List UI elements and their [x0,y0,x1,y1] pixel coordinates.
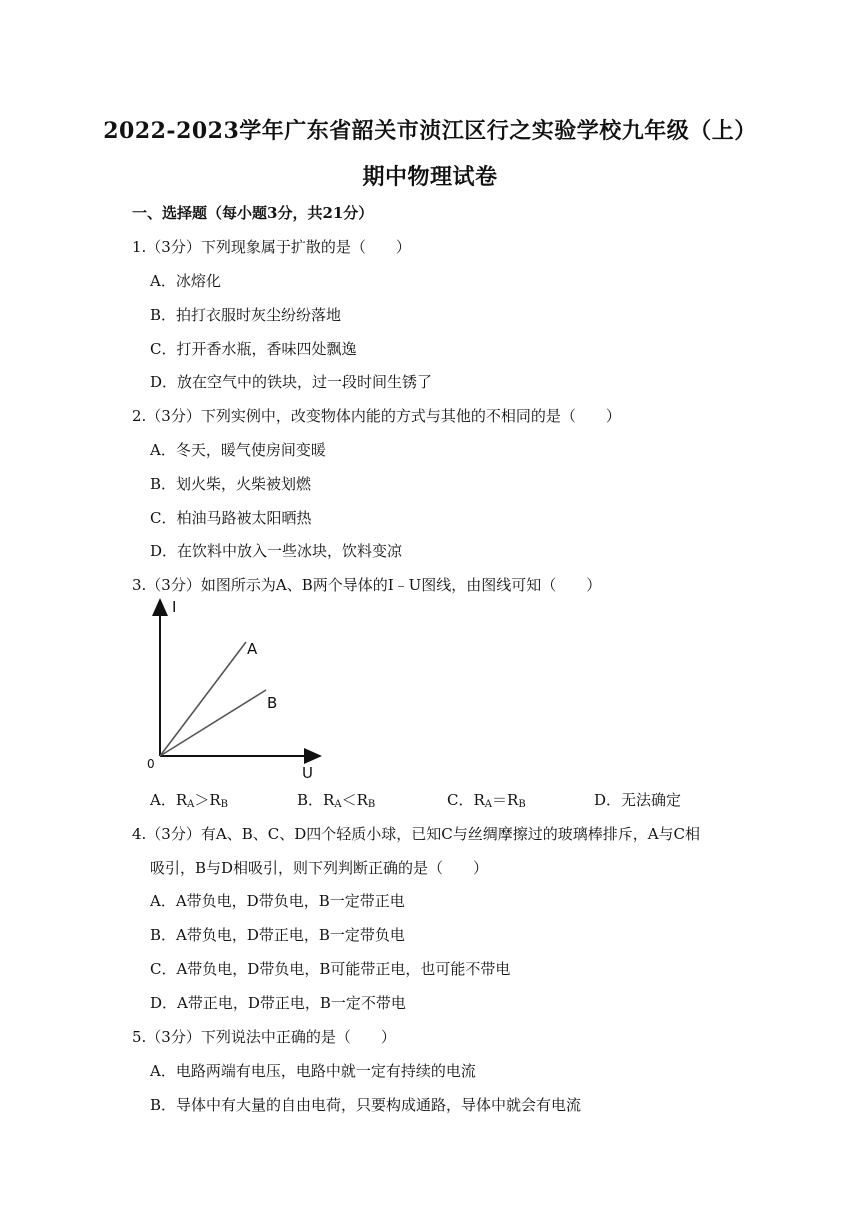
q2-option-b: B．划火柴，火柴被划燃 [150,475,312,493]
y-axis-label: I [172,598,177,616]
q2-option-a: A．冬天，暖气使房间变暖 [150,441,326,459]
q3-option-c: C．$R_A=R_B$ [447,791,526,810]
q2-option-c: C．柏油马路被太阳晒热 [150,509,312,527]
q1-option-c: C．打开香水瓶，香味四处飘逸 [150,340,357,358]
q4-stem-line2: 吸引，B与D相吸引，则下列判断正确的是（ ） [150,859,489,877]
q4-option-b: B．A带负电，D带正电，B一定带负电 [150,926,405,944]
q2-option-d: D．在饮料中放入一些冰块，饮料变凉 [150,542,403,560]
section-heading: 一、选择题（每小题3分，共21分） [132,204,374,222]
line-a [160,642,246,756]
q1-option-d: D．放在空气中的铁块，过一段时间生锈了 [150,373,433,391]
q1-stem: 1.（3分）下列现象属于扩散的是（ ） [132,238,411,256]
q2-stem: 2.（3分）下列实例中，改变物体内能的方式与其他的不相同的是（ ） [132,407,621,425]
iu-graph [140,598,340,784]
q3-stem: 3.（3分）如图所示为A、B两个导体的I﹣U图线，由图线可知（ ） [132,576,602,594]
q5-stem: 5.（3分）下列说法中正确的是（ ） [132,1028,396,1046]
q1-option-a: A．冰熔化 [150,272,221,290]
q1-option-b: B．拍打衣服时灰尘纷纷落地 [150,306,342,324]
q4-option-c: C．A带负电，D带负电，B可能带正电，也可能不带电 [150,960,511,978]
x-axis-label: U [302,764,313,782]
q5-option-a: A．电路两端有电压，电路中就一定有持续的电流 [150,1062,476,1080]
q5-option-b: B．导体中有大量的自由电荷，只要构成通路，导体中就会有电流 [150,1096,582,1114]
q4-option-a: A．A带负电，D带负电，B一定带正电 [150,892,405,910]
q4-stem-line1: 4.（3分）有A、B、C、D四个轻质小球，已知C与丝绸摩擦过的玻璃棒排斥，A与C相 [132,825,701,843]
origin-label: 0 [147,757,155,771]
exam-title-line2: 期中物理试卷 [362,164,498,190]
exam-title-line1: 2022-2023学年广东省韶关市浈江区行之实验学校九年级（上） [103,118,757,144]
q3-option-b: B．$R_A<R_B$ [297,791,376,810]
q4-option-d: D．A带正电，D带正电，B一定不带电 [150,994,406,1012]
q3-option-a: A．$R_A>R_B$ [150,791,229,810]
line-b-label: B [267,694,278,712]
q3-option-d: D．无法确定 [594,791,682,809]
line-b [160,690,266,756]
line-a-label: A [247,640,258,658]
